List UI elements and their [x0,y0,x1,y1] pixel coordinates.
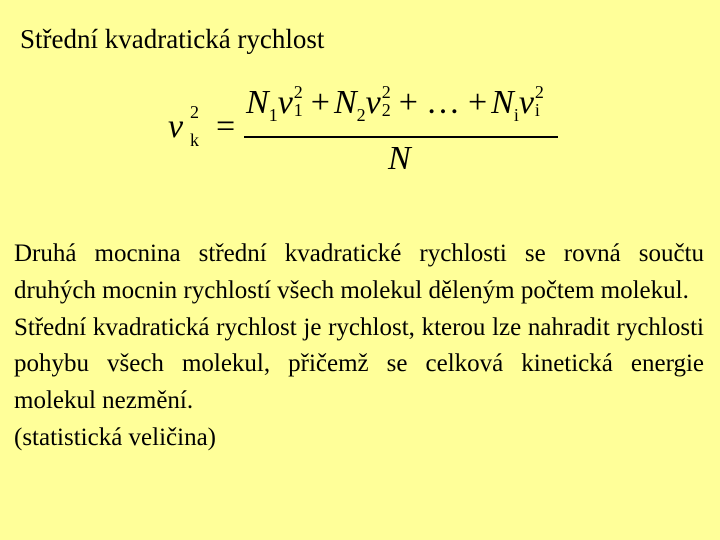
fraction-bar [244,136,558,138]
paragraph: Střední kvadratická rychlost je rychlost, kterou lze nahradit rychlosti pohybu všech molekul, přičemž se celková kinetická energie molekul nezmění. [14,313,704,415]
term-n-subscript: 2 [356,105,366,125]
term-n-subscript: 1 [268,105,278,125]
term-v-subscript: 2 [381,100,391,120]
rms-speed-formula [168,82,568,188]
plus-sign: + [467,84,488,121]
term-n: N [491,84,514,121]
paragraph: (statistická veličina) [14,423,217,451]
numerator-term [333,82,395,125]
term-v: v [518,84,534,121]
term-v: v [277,84,293,121]
slide-title: Střední kvadratická rychlost [20,24,325,54]
term-v-superscript: 2 [534,82,544,102]
lhs-superscript: 2 [190,102,199,122]
ellipsis: … [425,84,460,121]
term-v-superscript: 2 [381,82,391,102]
numerator-term [246,82,307,125]
term-v-superscript: 2 [293,82,303,102]
lhs-variable: v [168,108,184,145]
numerator-term [491,82,548,125]
term-v-subscript: 1 [293,100,303,120]
lhs-subscript: k [190,130,199,150]
explanation-text [14,236,704,457]
term-v-subscript: i [534,100,540,120]
plus-sign: + [310,84,330,121]
term-n-subscript: i [513,105,519,125]
term-v: v [365,84,381,121]
formula-numerator [246,82,556,125]
equals-sign: = [216,108,236,145]
term-n: N [246,84,269,121]
formula-lhs [168,102,199,150]
term-n: N [333,84,357,121]
formula-denominator: N [388,140,411,177]
plus-sign: + [398,84,418,121]
paragraph: Druhá mocnina střední kvadratické rychlosti se rovná součtu druhých mocnin rychlostí všech molekul děleným počtem molekul. [14,240,704,304]
